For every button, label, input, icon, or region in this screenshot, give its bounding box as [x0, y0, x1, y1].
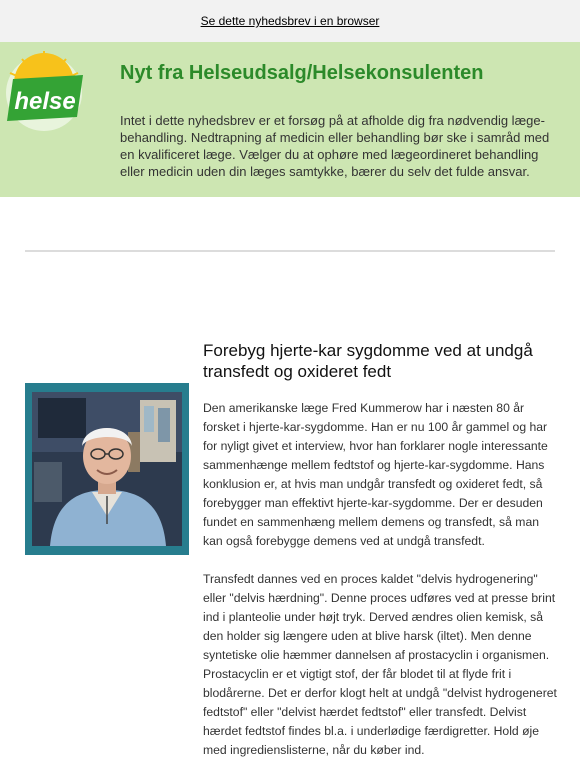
article-paragraph: Den amerikanske læge Fred Kummerow har i næsten 80 år forsket i hjerte-kar-sygdomme. Han er nu 100 år gammel og har for nyligt givet et interview, hvor han forklarer nogle interessante sammenhænge mellem fedtstof og hjerte-kar-sygdomme. Hans konklusion er, at hvis man undgår transfedt og oxideret fedt, så forebygger man effektivt hjerte-kar-sygdomme. Der er desuden fundet en sammenhæng mellem demens og transfedt, så man kan også forebygge demens ved at undgå transfedt. — [203, 401, 548, 548]
helse-logo[interactable] — [4, 49, 88, 161]
view-in-browser-link[interactable]: Se dette nyhedsbrev i en browser — [200, 14, 380, 28]
article-paragraph: Transfedt dannes ved en proces kaldet "delvis hydrogenering" eller "delvis hærdning". Denne proces udføres ved at presse brint ind i planteolie under højt tryk. Derved ændres olien kemisk, så den holder sig længere uden at blive harsk (iltet). Men denne syntetiske olie hæmmer dannelsen af prostacyclin i organismen. Prostacyclin er et vigtigt stof, der får blodet til at flyde frit i blodårerne. Det er derfor klogt helt at undgå "delvist hydrogeneret fedtstof" eller "delvist hærdet fedtstof" eller transfedt. Delvist hærdet fedtstof findes bl.a. i underlødige færdigretter. Hold øje med ingredienslisterne, når du køber ind. — [203, 572, 557, 757]
section-divider — [25, 250, 555, 252]
article-photo — [25, 383, 189, 555]
svg-text:helse: helse — [14, 88, 76, 115]
medical-disclaimer: Intet i dette nyhedsbrev er et forsøg på at afholde dig fra nødvendig læge-behandling. Nedtrapning af medicin eller behandling bør ske i samråd med en kvalificeret læge. Vælger du at ophøre med lægeordineret behandling eller medicin uden din læges samtykke, bærer du selv det fulde ansvar. — [120, 113, 550, 179]
newsletter-title: Nyt fra Helseudsalg/Helsekonsulenten — [120, 62, 484, 84]
newsletter-header — [0, 42, 580, 197]
article-title: Forebyg hjerte-kar sygdomme ved at undgå transfedt og oxideret fedt — [203, 341, 533, 381]
article — [203, 340, 558, 779]
top-bar — [0, 0, 580, 42]
